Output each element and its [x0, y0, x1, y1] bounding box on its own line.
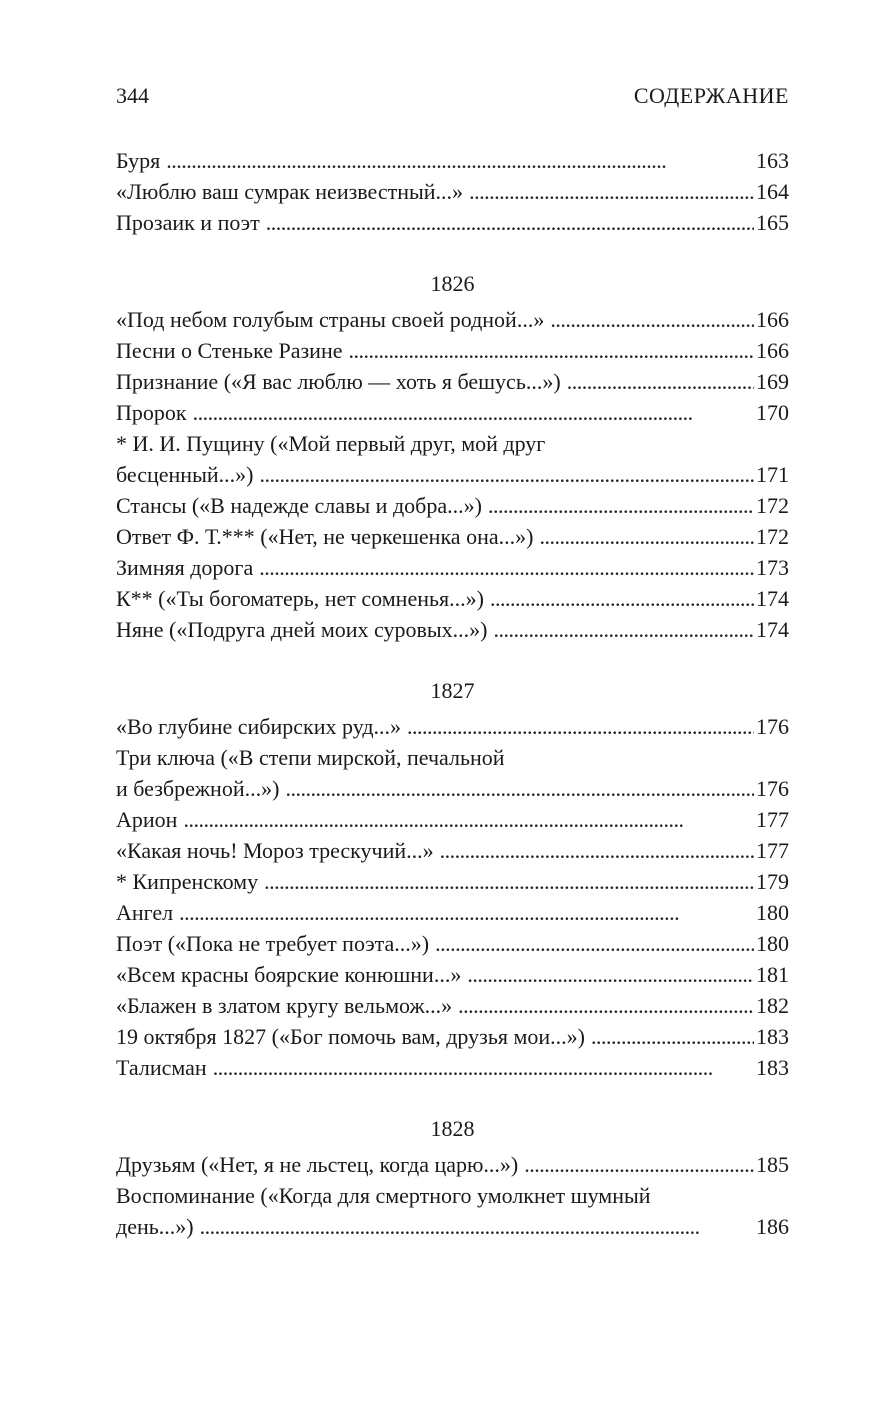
toc-entry-page-number: 172 [756, 493, 789, 518]
toc-entry-title: Песни о Стеньке Разине [116, 338, 343, 363]
toc-entry-row [116, 207, 789, 238]
toc-entry-title: день...») [116, 1214, 194, 1239]
dot-leader [469, 176, 754, 207]
toc-entry [116, 711, 789, 742]
toc-entry-page-number: 181 [756, 962, 789, 987]
toc-entry [116, 959, 789, 990]
toc-entry-page-number: 177 [756, 807, 789, 832]
toc-entry-page-number: 166 [756, 307, 789, 332]
toc-entry [116, 304, 789, 335]
year-heading: 1826 [430, 271, 475, 296]
toc-entry-title: Прозаик и поэт [116, 210, 260, 235]
toc-entry-row [116, 990, 789, 1021]
page-number: 344 [116, 83, 149, 108]
dot-leader [407, 711, 754, 742]
running-title: СОДЕРЖАНИЕ [633, 83, 789, 108]
toc-entry-page-number: 183 [756, 1055, 789, 1080]
toc-entry-row [116, 1211, 789, 1242]
toc-entry [116, 614, 789, 645]
toc-entry [116, 176, 789, 207]
toc-entry-row [116, 614, 789, 645]
toc-section [116, 675, 789, 1083]
toc-entry-title: Арион [116, 807, 178, 832]
dot-leader [193, 397, 754, 428]
toc-entry-title: Зимняя дорога [116, 555, 254, 580]
toc-section [116, 145, 789, 238]
toc-entry-row [116, 835, 789, 866]
toc-entry-row [116, 552, 789, 583]
toc-entry [116, 207, 789, 238]
dot-leader [591, 1021, 754, 1052]
toc-entry-title: Ангел [116, 900, 174, 925]
dot-leader [490, 583, 754, 614]
toc-entry [116, 1149, 789, 1180]
toc-entry-row [116, 1149, 789, 1180]
toc-entry [116, 366, 789, 397]
toc-entry-title: «Какая ночь! Мороз трескучий...» [116, 838, 434, 863]
dot-leader [349, 335, 755, 366]
toc-entry [116, 928, 789, 959]
toc-entry-row [116, 897, 789, 928]
toc-entry [116, 897, 789, 928]
dot-leader [550, 304, 754, 335]
toc-entry [116, 521, 789, 552]
toc-entry-page-number: 185 [756, 1152, 789, 1177]
dot-leader [183, 804, 754, 835]
dot-leader [458, 990, 754, 1021]
dot-leader [200, 1211, 754, 1242]
dot-leader [179, 897, 754, 928]
toc-entry-row [116, 521, 789, 552]
toc-entry-row [116, 366, 789, 397]
toc-entry-page-number: 172 [756, 524, 789, 549]
toc-entry [116, 335, 789, 366]
toc-entry-row [116, 145, 789, 176]
toc-entry-title: Стансы («В надежде славы и добра...») [116, 493, 482, 518]
toc-entry-title: Пророк [116, 400, 187, 425]
toc-entry-row [116, 397, 789, 428]
toc-entry-title: Ответ Ф. Т.*** («Нет, не черкешенка она...») [116, 524, 534, 549]
toc-entry-row [116, 490, 789, 521]
toc-entry [116, 428, 789, 490]
page-header [116, 78, 789, 114]
toc-entry-title: «Под небом голубым страны своей родной...» [116, 307, 545, 332]
toc-entry [116, 1052, 789, 1083]
year-heading: 1827 [430, 678, 475, 703]
toc-entry-title: «Люблю ваш сумрак неизвестный...» [116, 179, 464, 204]
toc-entry-page-number: 180 [756, 900, 789, 925]
toc-entry [116, 1180, 789, 1242]
toc-entry-title: Поэт («Пока не требует поэта...») [116, 931, 430, 956]
toc-entry [116, 397, 789, 428]
toc-entry-page-number: 176 [756, 776, 789, 801]
toc-entry-page-number: 171 [756, 462, 789, 487]
toc-entry-page-number: 174 [756, 586, 789, 611]
toc-entry-page-number: 164 [756, 179, 789, 204]
toc-entry-row [116, 928, 789, 959]
toc-entry-page-number: 177 [756, 838, 789, 863]
toc-entry [116, 990, 789, 1021]
toc-entry [116, 552, 789, 583]
toc-entry-page-number: 186 [756, 1214, 789, 1239]
table-of-contents [116, 145, 789, 1242]
dot-leader [435, 928, 754, 959]
toc-entry-page-number: 174 [756, 617, 789, 642]
dot-leader [259, 459, 754, 490]
toc-entry-row [116, 335, 789, 366]
toc-entry-row [116, 773, 789, 804]
toc-entry-title: Друзьям («Нет, я не льстец, когда царю...») [116, 1152, 519, 1177]
dot-leader [467, 959, 754, 990]
toc-entry-page-number: 176 [756, 714, 789, 739]
toc-entry-row [116, 959, 789, 990]
toc-entry-title: 19 октября 1827 («Бог помочь вам, друзья мои...») [116, 1024, 585, 1049]
dot-leader [266, 207, 754, 238]
dot-leader [213, 1052, 754, 1083]
toc-entry-title: «Всем красны боярские конюшни...» [116, 962, 462, 987]
toc-entry [116, 583, 789, 614]
toc-entry-row [116, 459, 789, 490]
dot-leader [539, 521, 754, 552]
toc-entry-row [116, 176, 789, 207]
toc-entry-page-number: 183 [756, 1024, 789, 1049]
dot-leader [440, 835, 754, 866]
dot-leader [259, 552, 754, 583]
toc-entry [116, 145, 789, 176]
toc-entry-row [116, 583, 789, 614]
toc-entry-row [116, 1052, 789, 1083]
toc-entry-title: * Кипренскому [116, 869, 259, 894]
dot-leader [166, 145, 754, 176]
toc-entry [116, 835, 789, 866]
toc-entry-row [116, 866, 789, 897]
toc-entry-title: бесценный...») [116, 462, 254, 487]
toc-entry-page-number: 173 [756, 555, 789, 580]
toc-entry-page-number: 165 [756, 210, 789, 235]
toc-entry-title: и безбрежной...») [116, 776, 280, 801]
year-heading: 1828 [430, 1116, 475, 1141]
dot-leader [264, 866, 754, 897]
toc-entry-row [116, 711, 789, 742]
toc-entry-title: Няне («Подруга дней моих суровых...») [116, 617, 488, 642]
toc-entry-title-line: Воспоминание («Когда для смертного умолкнет шумный [116, 1183, 651, 1208]
toc-entry [116, 490, 789, 521]
toc-entry [116, 1021, 789, 1052]
toc-entry-title: «Во глубине сибирских руд...» [116, 714, 402, 739]
dot-leader [494, 614, 755, 645]
toc-entry-title: К** («Ты богоматерь, нет сомненья...») [116, 586, 484, 611]
toc-entry-row [116, 804, 789, 835]
toc-entry-title: Буря [116, 148, 161, 173]
toc-entry-title: Признание («Я вас люблю — хоть я бешусь...») [116, 369, 561, 394]
toc-entry-page-number: 182 [756, 993, 789, 1018]
toc-entry-page-number: 169 [756, 369, 789, 394]
toc-entry [116, 804, 789, 835]
toc-entry-row [116, 1021, 789, 1052]
toc-entry-page-number: 180 [756, 931, 789, 956]
toc-entry [116, 742, 789, 804]
toc-entry-row [116, 304, 789, 335]
toc-section [116, 1113, 789, 1242]
toc-entry-title: Талисман [116, 1055, 207, 1080]
toc-entry-page-number: 170 [756, 400, 789, 425]
dot-leader [285, 773, 754, 804]
dot-leader [524, 1149, 754, 1180]
toc-entry-page-number: 179 [756, 869, 789, 894]
dot-leader [488, 490, 754, 521]
toc-entry-page-number: 163 [756, 148, 789, 173]
toc-entry-page-number: 166 [756, 338, 789, 363]
dot-leader [567, 366, 754, 397]
toc-entry-title-line: Три ключа («В степи мирской, печальной [116, 745, 505, 770]
toc-section [116, 268, 789, 645]
toc-entry-title: «Блажен в златом кругу вельмож...» [116, 993, 453, 1018]
toc-entry-title-line: * И. И. Пущину («Мой первый друг, мой друг [116, 431, 546, 456]
toc-entry [116, 866, 789, 897]
